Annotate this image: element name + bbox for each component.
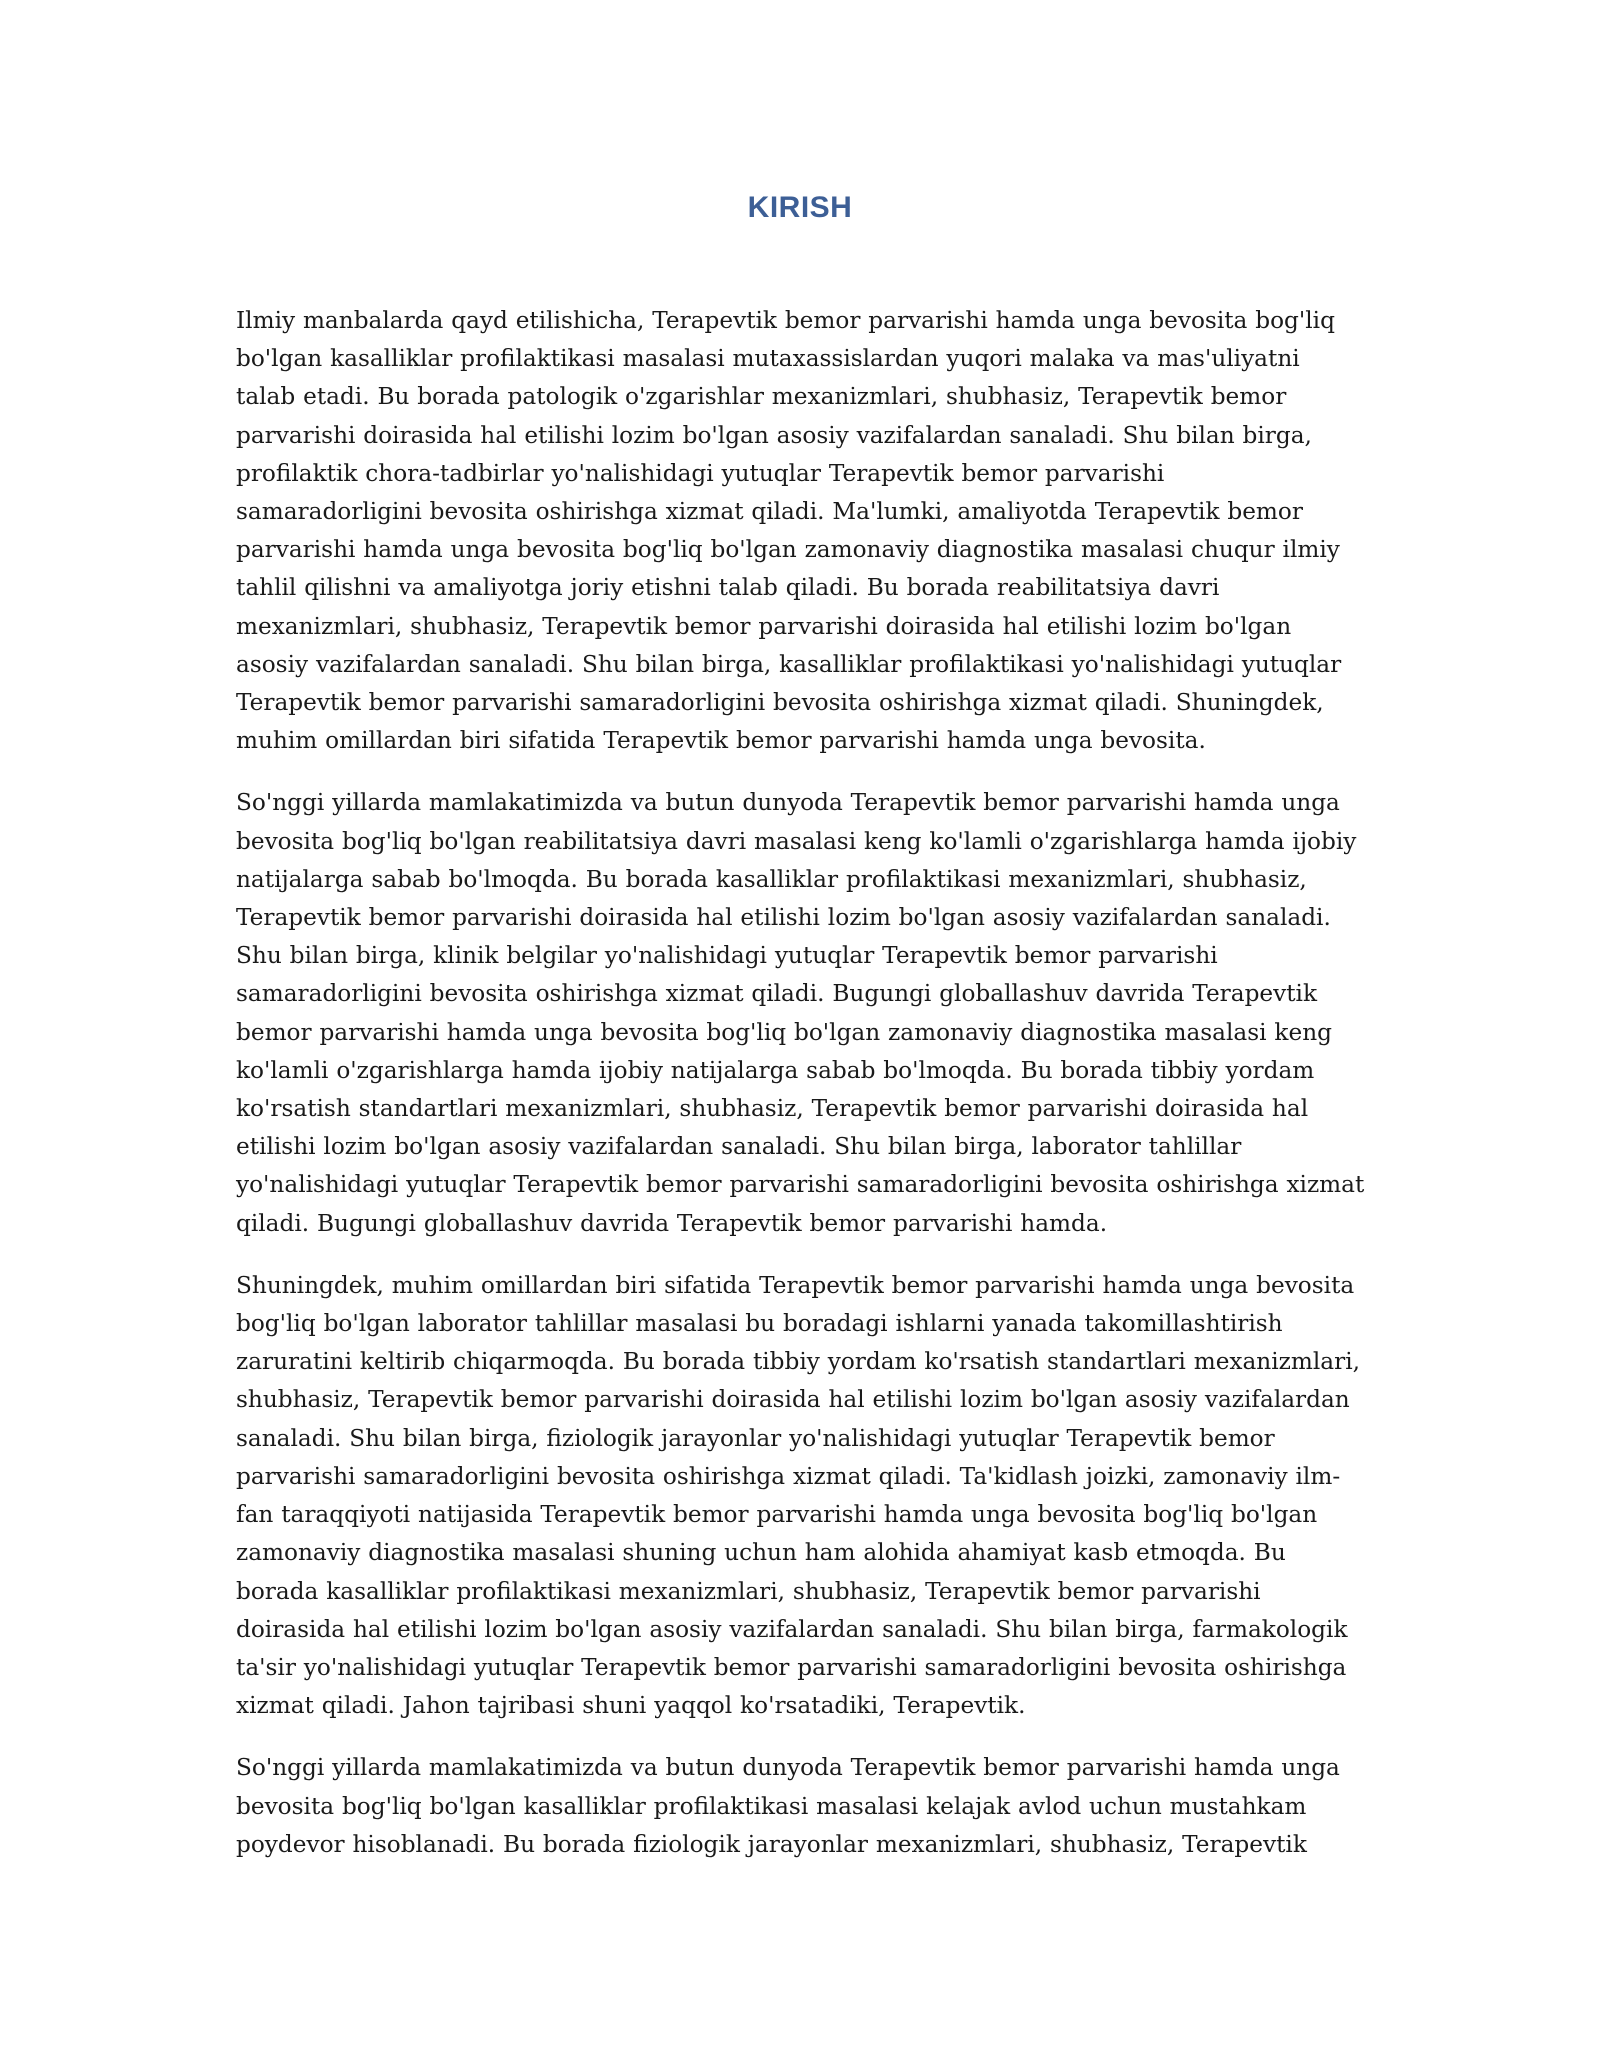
text-line: bevosita bog'liq bo'lgan kasalliklar profilaktikasi masalasi kelajak avlod uchun mustahkam [236, 1792, 1307, 1820]
text-line: parvarishi samaradorligini bevosita oshirishga xizmat qiladi. Ta'kidlash joizki, zamonaviy ilm- [236, 1462, 1341, 1490]
body-text [236, 302, 1376, 1888]
text-line: natijalarga sabab bo'lmoqda. Bu borada kasalliklar profilaktikasi mexanizmlari, shubhasiz, [236, 865, 1307, 893]
text-line: bevosita bog'liq bo'lgan reabilitatsiya davri masalasi keng ko'lamli o'zgarishlarga hamda ijobiy [236, 827, 1357, 855]
text-line: Terapevtik bemor parvarishi samaradorligini bevosita oshirishga xizmat qiladi. Shuningdek, [236, 689, 1324, 717]
text-line: So'nggi yillarda mamlakatimizda va butun dunyoda Terapevtik bemor parvarishi hamda unga [236, 789, 1340, 817]
text-line: fan taraqqiyoti natijasida Terapevtik bemor parvarishi hamda unga bevosita bog'liq bo'lgan [236, 1501, 1318, 1529]
paragraph [236, 1267, 1376, 1725]
text-line: doirasida hal etilishi lozim bo'lgan asosiy vazifalardan sanaladi. Shu bilan birga, farmakologik [236, 1615, 1348, 1643]
text-line: ko'lamli o'zgarishlarga hamda ijobiy natijalarga sabab bo'lmoqda. Bu borada tibbiy yordam [236, 1056, 1315, 1084]
text-line: parvarishi hamda unga bevosita bog'liq bo'lgan zamonaviy diagnostika masalasi chuqur ilmiy [236, 536, 1340, 564]
text-line: profilaktik chora-tadbirlar yo'nalishidagi yutuqlar Terapevtik bemor parvarishi [236, 459, 1165, 487]
text-line: tahlil qilishni va amaliyotga joriy etishni talab qiladi. Bu borada reabilitatsiya davri [236, 574, 1220, 602]
text-line: parvarishi doirasida hal etilishi lozim bo'lgan asosiy vazifalardan sanaladi. Shu bilan birga, [236, 421, 1312, 449]
text-line: ko'rsatish standartlari mexanizmlari, shubhasiz, Terapevtik bemor parvarishi doirasida hal [236, 1095, 1309, 1123]
text-line: samaradorligini bevosita oshirishga xizmat qiladi. Bugungi globallashuv davrida Terapevtik [236, 980, 1318, 1008]
text-line: qiladi. Bugungi globallashuv davrida Terapevtik bemor parvarishi hamda. [236, 1209, 1108, 1237]
text-line: Terapevtik bemor parvarishi doirasida hal etilishi lozim bo'lgan asosiy vazifalardan sanaladi. [236, 904, 1331, 932]
text-line: borada kasalliklar profilaktikasi mexanizmlari, shubhasiz, Terapevtik bemor parvarishi [236, 1577, 1261, 1605]
text-line: So'nggi yillarda mamlakatimizda va butun dunyoda Terapevtik bemor parvarishi hamda unga [236, 1754, 1340, 1782]
text-line: poydevor hisoblanadi. Bu borada fiziologik jarayonlar mexanizmlari, shubhasiz, Terapevtik [236, 1830, 1307, 1858]
text-line: Shu bilan birga, klinik belgilar yo'nalishidagi yutuqlar Terapevtik bemor parvarishi [236, 942, 1218, 970]
page-title: KIRISH [747, 191, 853, 224]
paragraph [236, 302, 1376, 760]
text-line: samaradorligini bevosita oshirishga xizmat qiladi. Ma'lumki, amaliyotda Terapevtik bemor [236, 498, 1303, 526]
text-line: mexanizmlari, shubhasiz, Terapevtik bemor parvarishi doirasida hal etilishi lozim bo'lgan [236, 612, 1292, 640]
text-line: xizmat qiladi. Jahon tajribasi shuni yaqqol ko'rsatadiki, Terapevtik. [236, 1692, 1026, 1720]
text-line: Shuningdek, muhim omillardan biri sifatida Terapevtik bemor parvarishi hamda unga bevosita [236, 1271, 1355, 1299]
text-line: shubhasiz, Terapevtik bemor parvarishi doirasida hal etilishi lozim bo'lgan asosiy vazifalardan [236, 1386, 1350, 1414]
text-line: sanaladi. Shu bilan birga, fiziologik jarayonlar yo'nalishidagi yutuqlar Terapevtik bemor [236, 1424, 1275, 1452]
paragraph [236, 1749, 1376, 1864]
text-line: zaruratini keltirib chiqarmoqda. Bu borada tibbiy yordam ko'rsatish standartlari mexanizmlari, [236, 1348, 1360, 1376]
text-line: asosiy vazifalardan sanaladi. Shu bilan birga, kasalliklar profilaktikasi yo'nalishidagi yutuqlar [236, 650, 1342, 678]
text-line: ta'sir yo'nalishidagi yutuqlar Terapevtik bemor parvarishi samaradorligini bevosita oshirishga [236, 1653, 1347, 1681]
text-line: bemor parvarishi hamda unga bevosita bog'liq bo'lgan zamonaviy diagnostika masalasi keng [236, 1018, 1332, 1046]
text-line: talab etadi. Bu borada patologik o'zgarishlar mexanizmlari, shubhasiz, Terapevtik bemor [236, 383, 1287, 411]
text-line: bo'lgan kasalliklar profilaktikasi masalasi mutaxassislardan yuqori malaka va mas'uliyatni [236, 345, 1300, 373]
text-line: muhim omillardan biri sifatida Terapevtik bemor parvarishi hamda unga bevosita. [236, 727, 1206, 755]
text-line: zamonaviy diagnostika masalasi shuning uchun ham alohida ahamiyat kasb etmoqda. Bu [236, 1539, 1286, 1567]
text-line: yo'nalishidagi yutuqlar Terapevtik bemor parvarishi samaradorligini bevosita oshirishga xizmat [236, 1171, 1365, 1199]
paragraph [236, 784, 1376, 1242]
text-line: etilishi lozim bo'lgan asosiy vazifalardan sanaladi. Shu bilan birga, laborator tahlillar [236, 1133, 1242, 1161]
text-line: Ilmiy manbalarda qayd etilishicha, Terapevtik bemor parvarishi hamda unga bevosita bog'liq [236, 307, 1335, 334]
text-line: bog'liq bo'lgan laborator tahlillar masalasi bu boradagi ishlarni yanada takomillashtirish [236, 1310, 1283, 1338]
